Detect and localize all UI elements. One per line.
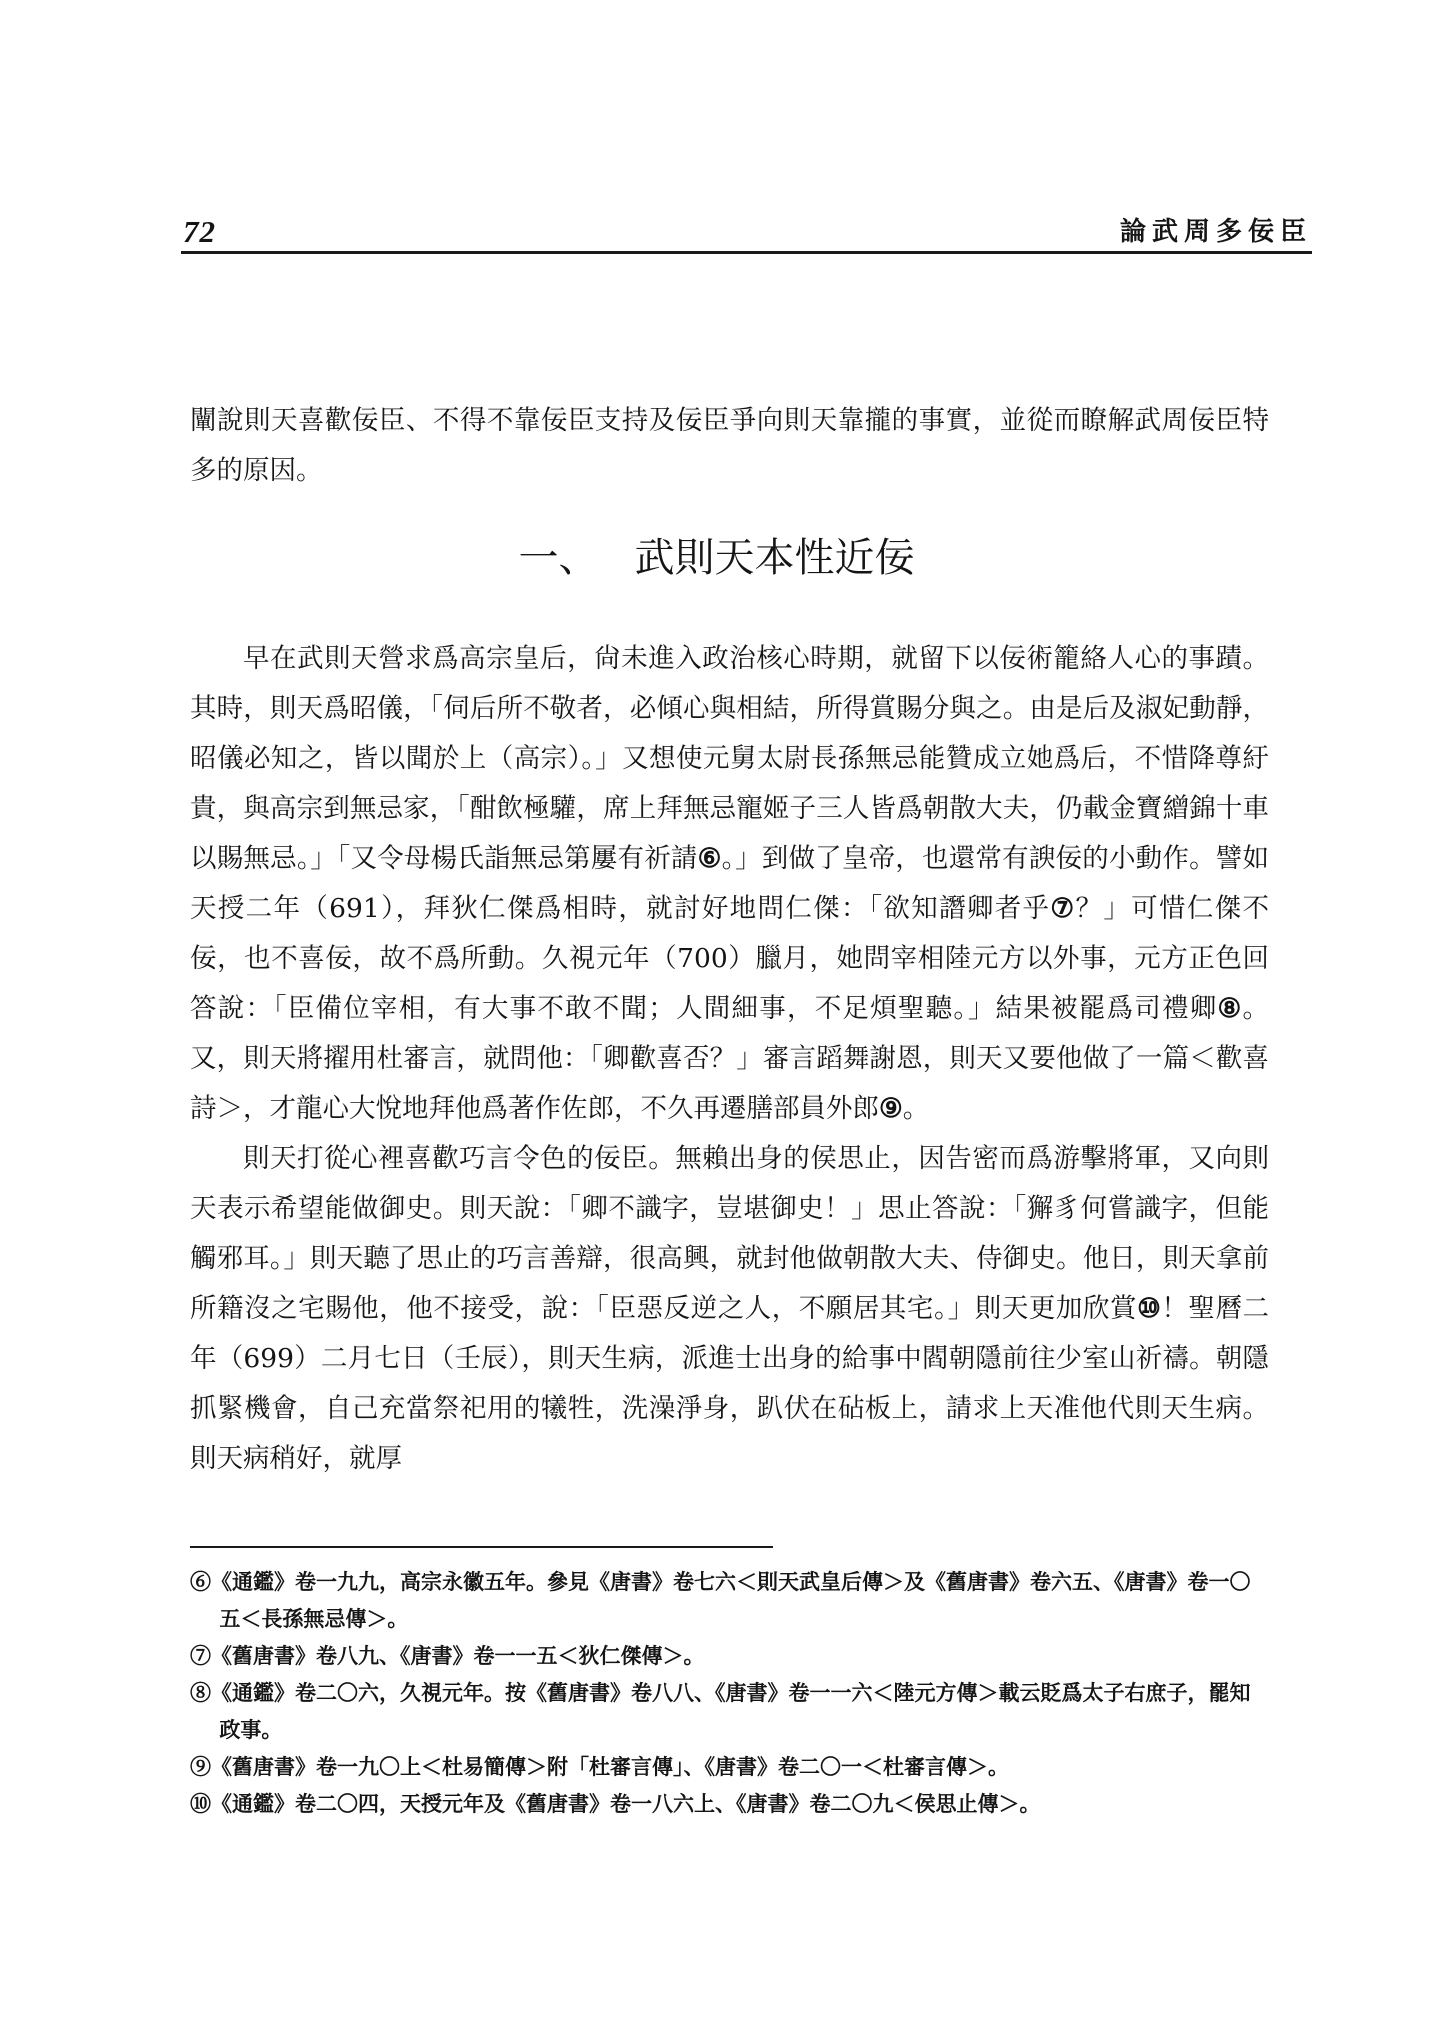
footnote-marker: ⑨ bbox=[190, 1754, 211, 1779]
text-run: 。」到做了皇帝，也還常有諛佞的小動作。譬如天授二年（691），拜狄仁傑爲相時，就討好地問仁傑：「欲知譖卿者乎 bbox=[190, 843, 1269, 924]
text-run: ！聖曆二年（699）二月七日（壬辰），則天生病，派進士出身的給事中閻朝隱前往少室山祈禱。朝隱抓緊機會，自己充當祭祀用的犧牲，洗澡淨身，趴伏在砧板上，請求上天准他代則天生病。則天病稍好，就厚 bbox=[190, 1293, 1270, 1474]
section-heading bbox=[0, 534, 1433, 582]
intro-text: 闡說則天喜歡佞臣、不得不靠佞臣支持及佞臣爭向則天靠攏的事實，並從而瞭解武周佞臣特多的原因。 bbox=[190, 405, 1269, 486]
text-run: 則天打從心裡喜歡巧言令色的佞臣。無賴出身的侯思止，因告密而爲游擊將軍，又向則天表示希望能做御史。則天說：「卿不識字，豈堪御史！」思止答說：「獬豸何嘗識字，但能觸邪耳。」則天聽了思止的巧言善辯，很高興，就封他做朝散大夫、侍御史。他日，則天拿前所籍沒之宅賜他，他不接受，說：「臣惡反逆之人，不願居其宅。」則天更加欣賞 bbox=[190, 1143, 1269, 1324]
page-number: 72 bbox=[183, 214, 216, 249]
footnote bbox=[190, 1785, 1269, 1822]
footnote-text: 《通鑑》卷一九九，高宗永徽五年。參見《唐書》卷七六＜則天武皇后傳＞及《舊唐書》卷六五、《唐書》卷一〇五＜長孫無忌傳＞。 bbox=[211, 1569, 1251, 1631]
footnote-text: 《通鑑》卷二〇六，久視元年。按《舊唐書》卷八八、《唐書》卷一一六＜陸元方傳＞載云貶爲太子右庶子，罷知政事。 bbox=[211, 1680, 1251, 1742]
footnote-text: 《舊唐書》卷一九〇上＜杜易簡傳＞附「杜審言傳」、《唐書》卷二〇一＜杜審言傳＞。 bbox=[211, 1754, 1009, 1779]
footnote-rule bbox=[190, 1546, 773, 1548]
footnote bbox=[190, 1563, 1269, 1637]
footnote bbox=[190, 1674, 1269, 1748]
paragraph bbox=[190, 634, 1269, 1134]
footnote-marker: ⑨ bbox=[879, 1093, 903, 1124]
main-text bbox=[190, 634, 1269, 1484]
text-run: 。又，則天將擢用杜審言，就問他：「卿歡喜否？」審言蹈舞謝恩，則天又要他做了一篇＜歡喜詩＞，才龍心大悅地拜他爲著作佐郎，不久再遷膳部員外郎 bbox=[190, 993, 1269, 1124]
footnotes bbox=[190, 1563, 1269, 1822]
footnote bbox=[190, 1748, 1269, 1785]
footnote-marker: ⑧ bbox=[190, 1680, 211, 1705]
section-title: 武則天本性近佞 bbox=[634, 535, 915, 581]
running-head: 論武周多佞臣 bbox=[1119, 217, 1312, 247]
footnote-marker: ⑦ bbox=[1050, 893, 1076, 924]
footnote-marker: ⑥ bbox=[190, 1569, 211, 1594]
section-number: 一、 bbox=[518, 535, 599, 581]
footnote-marker: ⑦ bbox=[190, 1643, 211, 1668]
footnote-marker: ⑩ bbox=[190, 1791, 211, 1816]
text-run: ？」可惜仁傑不佞，也不喜佞，故不爲所動。久視元年（700）臘月，她問宰相陸元方以外事，元方正色回答說：「臣備位宰相，有大事不敢不聞；人間細事，不足煩聖聽。」結果被罷爲司禮卿 bbox=[190, 893, 1269, 1024]
footnote-marker: ⑩ bbox=[1137, 1293, 1162, 1324]
text-run: 。 bbox=[902, 1093, 930, 1124]
footnote-text: 《舊唐書》卷八九、《唐書》卷一一五＜狄仁傑傳＞。 bbox=[211, 1643, 705, 1668]
text-run: 早在武則天營求爲高宗皇后，尙未進入政治核心時期，就留下以佞術籠絡人心的事蹟。其時，則天爲昭儀，「伺后所不敬者，必傾心與相結，所得賞賜分與之。由是后及淑妃動靜，昭儀必知之，皆以聞於上（高宗）。」又想使元舅太尉長孫無忌能贊成立她爲后，不惜降尊紆貴，與高宗到無忌家，「酣飲極驩，席上拜無忌寵姬子三人皆爲朝散大夫，仍載金寶繒錦十車以賜無忌。」「又令母楊氏詣無忌第屢有祈請 bbox=[190, 643, 1269, 874]
footnote bbox=[190, 1637, 1269, 1674]
footnote-marker: ⑥ bbox=[697, 843, 722, 874]
paragraph bbox=[190, 1134, 1269, 1484]
footnote-marker: ⑧ bbox=[1217, 993, 1243, 1024]
footnote-text: 《通鑑》卷二〇四，天授元年及《舊唐書》卷一八六上、《唐書》卷二〇九＜侯思止傳＞。 bbox=[211, 1791, 1041, 1816]
intro-paragraph bbox=[190, 396, 1269, 496]
header-rule bbox=[181, 251, 1312, 254]
